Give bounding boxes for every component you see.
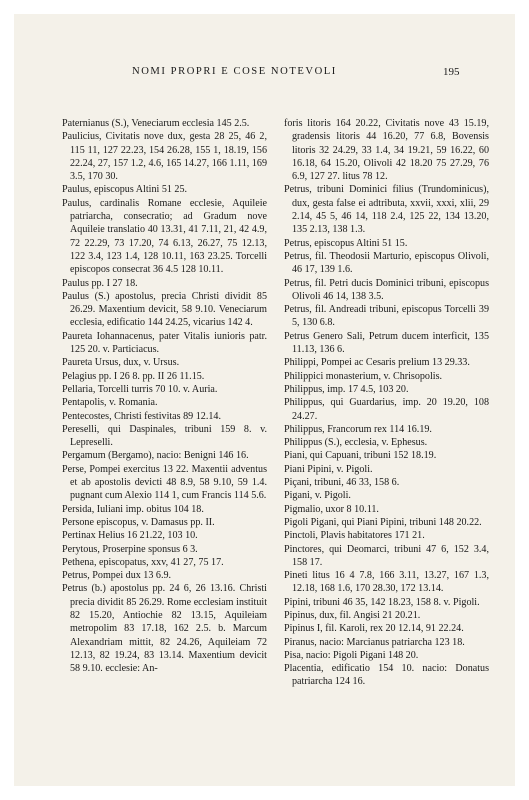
left-column [62,117,267,675]
index-entry: Paternianus (S.), Veneciarum ecclesia 145 2.5. [62,118,250,129]
index-entry: Paulus pp. I 27 18. [62,277,138,289]
index-entry: Pelagius pp. I 26 8. pp. II 26 11.15. [62,370,205,382]
index-entry: Paureta Ursus, dux, v. Ursus. [62,357,180,369]
index-entry: Persida, Iuliani imp. obitus 104 18. [62,503,204,515]
index-entry: Piranus, nacio: Marcianus patriarcha 123 18. [284,636,465,648]
index-entry: Petrus, episcopus Altini 51 15. [284,237,408,249]
index-entry: Paulus, cardinalis Romane ecclesie, Aquileie patriarcha, consecratio; ad Gradum nove Aquileie translatio 40 13.31, 41 7.11, 21, 42 4.9, 72 22.29, 73 17.20, 74 6.13, 26.27, 75 12.13, 122 3.4, 123 1.4, 128 10.11, 163 23.25. Torcelli episcopos consecrat 36 4.5 128 10.11. [62,197,267,276]
index-entry: Pertinax Helius 16 21.22, 103 10. [62,530,198,542]
index-entry: Piani, qui Capuani, tribuni 152 18.19. [284,450,437,462]
index-entry: Philippus, imp. 17 4.5, 103 20. [284,383,409,395]
index-entry: Paulus (S.) apostolus, precia Christi dividit 85 26.29. Maxentium devicit, 58 9.10. Veneciarum ecclesia, edificatio 144 24.25, vicarius 142 4. [62,290,267,329]
index-entry: Paulus, episcopus Altini 51 25. [62,184,188,196]
index-entry: Philippus, Francorum rex 114 16.19. [284,423,432,435]
index-entry: Paureta Iohannacenus, pater Vitalis iunioris patr. 125 20. v. Particiacus. [62,330,267,356]
book-page [14,14,515,786]
index-entry: Pineti litus 16 4 7.8, 166 3.11, 13.27, 167 1.3, 12.18, 168 1.6, 170 28.30, 172 13.14. [284,570,489,595]
index-entry: Pisa, nacio: Pigoli Pigani 148 20. [284,649,419,661]
index-entry: Philippi, Pompei ac Cesaris prelium 13 29.33. [284,357,470,369]
running-header: NOMI PROPRI E COSE NOTEVOLI [132,66,337,77]
index-entry: Paulicius, Civitatis nove dux, gesta 28 25, 46 2, 115 11, 127 22.23, 154 26.28, 155 1, 18.19, 156 22.24, 27, 157 1.2, 4.6, 165 14.27, 166 1.11, 169 3.5, 170 30. [62,131,267,183]
index-entry: Pipini, tribuni 46 35, 142 18.23, 158 8. v. Pigoli. [284,596,480,608]
index-entry: Persone episcopus, v. Damasus pp. II. [62,516,215,528]
index-entry: Pinctoli, Plavis habitatores 171 21. [284,530,425,542]
index-entry: Pergamum (Bergamo), nacio: Benigni 146 16. [62,450,249,462]
index-entry: Pinctores, qui Deomarci, tribuni 47 6, 152 3.4, 158 17. [284,543,489,568]
index-entry: Petrus, fil. Andreadi tribuni, episcopus Torcelli 39 5, 130 6.8. [284,304,489,329]
index-entry: Pethena, episcopatus, xxv, 41 27, 75 17. [62,556,224,568]
index-entry: Piçani, tribuni, 46 33, 158 6. [284,477,400,489]
index-entry: Philippus (S.), ecclesia, v. Ephesus. [284,437,428,449]
index-entry: Pentecostes, Christi festivitas 89 12.14. [62,410,221,422]
index-entry: Petrus Genero Sali, Petrum ducem interficit, 135 11.13, 136 6. [284,330,489,356]
index-entry: Pellaria, Torcelli turris 70 10. v. Auria. [62,383,218,395]
page-number: 195 [443,66,460,78]
index-entry: Pigmalio, uxor 8 10.11. [284,503,379,515]
index-entry: Petrus (b.) apostolus pp. 24 6, 26 13.16. Christi precia dividit 85 26.29. Rome ecclesiam instituit 82 15.20, Antiochie 82 13.15, Aquileiam metropolim 83 17.18, 162 2.5. b. Marcum Alexandriam mittit, 82 24.26, Aquileiam 72 12.13, 82 19.24, 83 13.14. Maxentium devicit 58 9.10. ecclesie: An- [62,583,267,675]
index-entry: foris litoris 164 20.22, Civitatis nove 43 15.19, gradensis litoris 44 16.20, 77 6.8, Bovensis litoris 32 24.29, 33 1.4, 34 19.21, 59 16.22, 60 16.18, 64 15.20, Olivoli 42 18.20 75 27.29, 76 6.9, 127 27. litus 78 12. [284,118,489,183]
index-entry: Petrus, fil. Theodosii Marturio, episcopus Olivoli, 46 17, 139 1.6. [284,250,489,276]
index-entry: Petrus, tribuni Dominici filius (Trundominicus), dux, gesta false ei adtributa, xxvii, xxxi, xlii, 29 2.14, 45 5, 46 14, 118 2.4, 125 22, 134 13.20, 135 2.13, 138 1.3. [284,184,489,236]
index-entry: Pereselli, qui Daspinales, tribuni 159 8. v. Lepreselli. [62,423,267,449]
index-entry: Perse, Pompei exercitus 13 22. Maxentii adventus et ab apostolis devicti 48 8.9, 58 9.10, 59 1.4. pugnant cum Alexio 114 1, cum Francis 114 5.6. [62,463,267,502]
index-entry: Petrus, Pompei dux 13 6.9. [62,570,172,582]
index-entry: Piani Pipini, v. Pigoli. [284,463,373,475]
index-entry: Pipinus, dux, fil. Angisi 21 20.21. [284,609,421,621]
index-entry: Pigoli Pigani, qui Piani Pipini, tribuni 148 20.22. [284,516,482,528]
index-entry: Petrus, fil. Petri ducis Dominici tribuni, episcopus Olivoli 46 14, 138 3.5. [284,277,489,302]
index-entry: Perytous, Proserpine sponsus 6 3. [62,543,198,555]
index-entry: Pentapolis, v. Romania. [62,397,158,409]
index-entry: Pipinus I, fil. Karoli, rex 20 12.14, 91 22.24. [284,623,464,635]
index-entry: Philippici monasterium, v. Chrisopolis. [284,370,443,382]
index-entry: Placentia, edificatio 154 10. nacio: Donatus patriarcha 124 16. [284,663,489,688]
index-entry: Pigani, v. Pigoli. [284,490,351,502]
right-column [284,117,489,689]
index-entry: Philippus, qui Guardarius, imp. 20 19.20, 108 24.27. [284,397,489,422]
